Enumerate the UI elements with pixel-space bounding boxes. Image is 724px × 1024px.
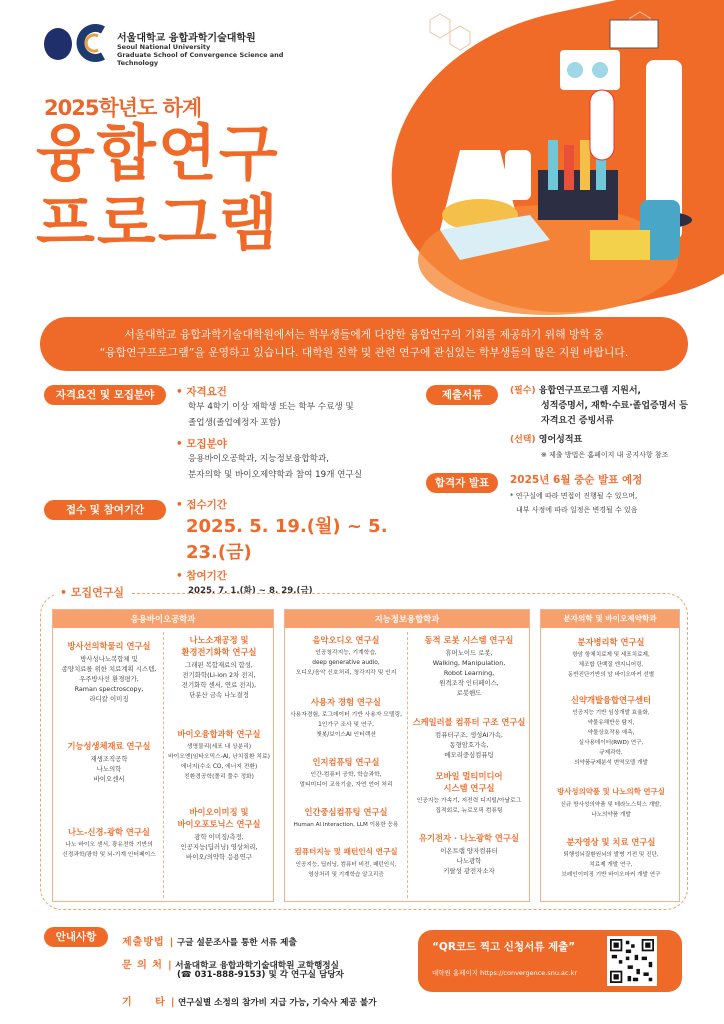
snu-emblem-logo — [44, 28, 72, 60]
program-title-line1: 융합연구 — [36, 118, 280, 189]
lab-name: 인간중심컴퓨팅 연구실 — [304, 807, 388, 817]
homepage-link[interactable]: https://convergence.snu.ac.kr — [480, 969, 578, 977]
bullet-icon: • — [176, 570, 187, 582]
announcement-note1: * 연구실에 따라 면접이 진행될 수 있으며, — [510, 492, 638, 500]
participate-dates: 2025. 7. 1.(화) ~ 8. 29.(금) — [188, 586, 313, 596]
contact-value2: (☎ 031-888-9153) 및 각 연구실 담당자 — [177, 970, 344, 980]
separator: | — [169, 937, 177, 948]
dept-column-intelligence — [284, 609, 530, 902]
lab-desc-line: 나노 바이오 센서, 광유전학 기반의 — [65, 842, 153, 848]
lab-desc-line: 휴머노이드 로봇, — [445, 649, 493, 657]
lab-name: 컴퓨터지능 및 패턴인식 연구실 — [294, 847, 398, 856]
qr-text: “QR코드 찍고 신청서류 제출” — [432, 941, 576, 953]
required-item2: 성적증명서, 재학·수료·졸업증명서 등 — [541, 401, 688, 411]
lab-name: 기능성생체재료 연구실 — [67, 741, 151, 751]
lab-name: 사용자 경험 연구실 — [311, 697, 381, 707]
fields-heading-text: 모집분야 — [186, 438, 227, 450]
lab-desc-line: 인간-컴퓨터 공학, 학습과학, — [310, 772, 382, 778]
lab-desc — [287, 648, 405, 678]
lab-desc-line: 바이오엔(임타오믹스-AI, 난치질환 치료) — [168, 754, 270, 760]
lab-desc-line: 브레인이미징 기반 바이오마커 개발 연구 — [561, 872, 661, 878]
lab-item — [409, 634, 529, 698]
lab-desc-line: 오디오/음악 신호처리, 청각지각 및 인지 — [295, 670, 397, 676]
lab-desc-line: Human AI Interaction, LLM 이용한 응용 — [293, 822, 399, 828]
lab-item — [409, 716, 529, 760]
lab-desc-line: 집적회로, 뉴로모픽 컴퓨팅 — [435, 808, 503, 814]
lab-desc-line: 그래핀 복합재료의 합성, — [185, 661, 253, 669]
period-pill: 접수 및 참여기간 — [44, 500, 166, 520]
submission-pill: 제출서류 — [426, 385, 498, 405]
lab-item — [543, 636, 679, 680]
lab-item — [409, 770, 529, 816]
method-row — [122, 930, 297, 949]
notice-pill: 안내사항 — [44, 927, 108, 947]
program-year: 2025학년도 하계 — [44, 96, 202, 120]
lab-item — [57, 640, 161, 704]
lab-desc-line: 라디칼 이미징 — [89, 695, 129, 703]
contact-label: 문 의 처 — [122, 960, 163, 971]
lab-equipment-illustration — [410, 0, 724, 300]
lab-name: 동적 로봇 시스템 연구실 — [424, 635, 514, 645]
method-label: 제출방법 — [122, 937, 165, 948]
announcement-section — [510, 472, 700, 517]
qualification-text2: 졸업생(졸업예정자 포함) — [188, 418, 281, 428]
lab-name: 음악오디오 연구실 — [312, 635, 380, 645]
lab-desc-line: 의약품규제분석 변역모델 개발 — [574, 760, 648, 766]
lab-desc-line: 에너지(수소 CO, 에너지 전환) — [180, 764, 258, 770]
bullet-icon: • — [176, 499, 187, 511]
fields-text1: 응용바이오공학과, 지능정보융합학과, — [188, 454, 330, 464]
qualification-heading-text: 자격요건 — [186, 386, 227, 398]
lab-desc-line: 이온트랩 양자컴퓨터 — [440, 847, 498, 855]
lab-name: 유기전자 · 나노광학 연구실 — [419, 833, 519, 843]
submission-section — [510, 384, 690, 462]
lab-desc — [409, 648, 529, 698]
lab-desc-line: 체조합 단백질 엔지니어링, — [578, 662, 644, 668]
lab-item — [409, 832, 529, 876]
lab-desc-line: 인공지능, 딥러닝, 컴퓨터 비전, 패턴인식, — [295, 862, 397, 868]
lab-desc-line: 영상처리 및 기계학습 알고리즘 — [308, 872, 384, 878]
etc-label: 기 타 — [122, 997, 166, 1008]
lab-desc-line: 규제과학, — [599, 750, 623, 756]
intro-line1: 서울대학교 융합과학기술대학원에서는 학부생들에게 다양한 융합연구의 기회를 제공하기 위해 방학 중 — [124, 328, 604, 341]
required-item1: 융합연구프로그램 지원서, — [538, 386, 641, 396]
intro-banner — [40, 317, 688, 371]
lab-desc-line: 신경과학/광학 및 뇌-기계 인터페이스 — [62, 852, 156, 858]
labs-title-text: 모집연구실 — [70, 586, 125, 599]
lab-item — [165, 728, 273, 782]
lab-name: 스케일러블 컴퓨터 구조 연구실 — [412, 717, 526, 727]
lab-desc-line: 컴퓨터구조, 생성AI가속, — [435, 731, 503, 739]
lab-desc — [165, 742, 273, 782]
university-name-en-2: Graduate School of Convergence Science and Technology — [117, 51, 284, 67]
method-value: 구글 설문조사를 통한 서류 제출 — [176, 938, 297, 948]
lab-desc-line: 항암 항체치료제 및 세포치료제, — [572, 652, 650, 658]
lab-name: 분자병리학 연구실 — [577, 637, 645, 647]
lab-desc-line: Robot Learning, — [443, 669, 495, 677]
lab-desc — [57, 654, 161, 704]
university-name-kr: 서울대학교 융합과학기술대학원 — [117, 33, 256, 44]
lab-item — [287, 634, 405, 678]
required-item3: 자격요건 증빙서류 — [541, 416, 614, 426]
dept-header: 응용바이오공학과 — [53, 610, 273, 628]
lab-desc — [165, 832, 273, 862]
lab-desc-line: 1인가구 조사 및 연구, — [318, 722, 374, 728]
lab-desc — [165, 660, 273, 700]
contact-value1: 서울대학교 융합과학기술대학원 교학행정실 — [175, 961, 339, 971]
lab-desc-line: 단분산 금속 나노결정 — [189, 691, 249, 699]
lab-desc — [57, 840, 161, 860]
lab-desc — [287, 820, 405, 830]
lab-item — [287, 846, 405, 880]
lab-name: 나노-신경-광학 연구실 — [68, 827, 150, 837]
lab-desc-line: 방사성나노복합체 및 — [80, 655, 138, 663]
lab-desc-line: deep generative audio, — [312, 660, 380, 666]
lab-desc — [287, 710, 405, 740]
lab-desc — [409, 846, 529, 876]
lab-desc-line: 바이오/의약학 응용연구 — [186, 853, 252, 861]
lab-desc-line: 인공지능 기반 임상개발 효율화, — [572, 710, 650, 716]
homepage-label: 대학원 홈페이지 — [432, 969, 479, 977]
lab-desc-line: 메모리중심컴퓨팅 — [444, 751, 494, 759]
lab-desc-line: 멀티미디어 교육기술, 자연 언어 처리 — [299, 782, 393, 788]
required-tag: (필수) — [510, 386, 536, 396]
lab-desc-line: 키랄성 광전자소자 — [443, 867, 495, 875]
fields-text2: 분자의학 및 바이오제약학과 참여 19개 연구실 — [188, 470, 363, 480]
lab-name-2: 환경전기화학 연구실 — [181, 647, 257, 657]
bullet-icon: • — [60, 586, 71, 599]
apply-dates: 2025. 5. 19.(월) ~ 5. 23.(금) — [186, 516, 388, 563]
lab-desc-line: 원격조작 인터페이스, — [439, 679, 499, 687]
lab-desc-line: 약물유해반응 탐지, — [587, 720, 635, 726]
lab-desc-line: 재생조직공학 — [90, 755, 128, 763]
gscst-logo — [76, 24, 110, 62]
lab-desc-line: 동반진단기반의 암 바이오마커 선별 — [567, 672, 655, 678]
lab-item — [287, 756, 405, 790]
lab-desc-line: 전기화학 센서, 연료 전지), — [181, 681, 257, 689]
lab-desc-line: 인공청각지능, 기계학습, — [315, 650, 377, 656]
lab-desc-line: 종양치료를 위한 치료계획 시스템, — [61, 665, 157, 673]
lab-item — [543, 836, 679, 880]
period-section — [176, 497, 416, 599]
qualification-text1: 학부 4학기 이상 재학생 또는 학부 수료생 및 — [188, 402, 354, 412]
bullet-icon: • — [176, 438, 187, 450]
lab-name: 방사선의학물리 연구실 — [67, 641, 151, 651]
lab-desc-line: 퇴행성뇌질환원뇌의 발병 기전 및 진단, — [563, 852, 659, 858]
lab-desc-line: 친환경공학(폴리 풀수 정화) — [184, 774, 254, 780]
lab-desc-line: 바이오센서 — [93, 775, 125, 783]
lab-item — [165, 806, 273, 862]
lab-desc-line: 생명물리(세포 내 상분리) — [186, 744, 252, 750]
fields-heading — [176, 436, 406, 451]
lab-name: 바이오융합과학 연구실 — [177, 729, 261, 739]
lab-item — [57, 740, 161, 784]
university-name-en-1: Seoul National University — [117, 43, 211, 51]
lab-name: 모바일 멀티미디어 — [435, 771, 503, 781]
lab-desc — [409, 796, 529, 816]
lab-name: 인지컴퓨팅 연구실 — [312, 757, 380, 767]
lab-item — [165, 634, 273, 700]
lab-item — [543, 786, 679, 820]
lab-desc-line: 로봇핸드 — [456, 689, 482, 697]
separator: | — [170, 997, 178, 1008]
lab-item — [287, 806, 405, 830]
submission-optional — [510, 433, 690, 448]
apply-heading-text: 접수기간 — [186, 499, 227, 511]
optional-note: ※ 제출 방법은 홈페이지 내 공지사항 참조 — [541, 451, 669, 459]
announcement-date: 2025년 6월 중순 발표 예정 — [510, 474, 643, 486]
submission-required — [510, 384, 690, 399]
lab-desc — [543, 708, 679, 768]
dept-header: 지능정보융합학과 — [285, 610, 529, 628]
lab-item — [57, 826, 161, 860]
optional-item: 영어성적표 — [538, 435, 583, 445]
lab-name: 분자영상 및 치료 연구실 — [566, 837, 656, 847]
etc-value: 연구실별 소정의 참가비 지급 가능, 기숙사 제공 불가 — [177, 998, 377, 1008]
etc-row — [122, 990, 377, 1009]
apply-heading — [176, 497, 416, 512]
lab-desc-line: 챗봇/보이스AI 인터랙션 — [316, 732, 376, 738]
lab-item — [287, 696, 405, 740]
lab-name-2: 시스템 연구실 — [443, 783, 495, 793]
lab-desc-line: 나노의약품 개발 — [591, 812, 631, 818]
qualification-heading — [176, 384, 406, 399]
lab-desc-line: 치료제 개발 연구, — [589, 862, 633, 868]
lab-desc — [543, 650, 679, 680]
lab-desc-line: 인공지능 가속기, 저전력 디지털/아날로그 — [416, 798, 522, 804]
lab-desc-line: Raman spectroscopy, — [74, 685, 144, 693]
lab-desc-line: 인공지능(딥러닝) 영상처리, — [180, 843, 258, 851]
participate-heading — [176, 568, 416, 583]
lab-desc-line: 동형암호가속, — [449, 741, 489, 749]
column-divider — [163, 632, 164, 898]
qr-code-icon[interactable] — [607, 936, 657, 986]
announcement-note2: 내부 사정에 따라 일정은 변경될 수 있음 — [516, 506, 638, 514]
lab-desc — [409, 730, 529, 760]
lab-name: 바이오이미징 및 — [189, 807, 249, 817]
lab-desc — [543, 800, 679, 820]
optional-tag: (선택) — [510, 435, 536, 445]
lab-desc — [287, 860, 405, 880]
qualification-section — [176, 384, 406, 483]
lab-desc-line: Walking, Manipulation, — [432, 659, 506, 667]
dept-column-molecular — [540, 609, 680, 902]
lab-desc — [543, 850, 679, 880]
participate-heading-text: 참여기간 — [186, 570, 227, 582]
lab-desc-line: 신규 방사성의약품 및 테라노스틱스 개발, — [560, 802, 662, 808]
qualification-pill: 자격요건 및 모집분야 — [44, 385, 166, 405]
separator: | — [168, 960, 176, 971]
lab-desc — [287, 770, 405, 790]
lab-desc — [57, 754, 161, 784]
lab-desc-line: 약물상호작용 예측, — [587, 730, 635, 736]
column-divider — [407, 632, 408, 898]
lab-desc-line: 광학 이미징/측정, — [194, 833, 244, 841]
lab-name: 신약개발융합연구센터 — [570, 695, 652, 705]
program-title-line2: 프로그램 — [36, 188, 280, 259]
lab-name-2: 바이오포토닉스 연구실 — [177, 819, 261, 829]
bullet-icon: • — [176, 386, 187, 398]
dept-header: 분자의학 및 바이오제약학과 — [541, 610, 679, 628]
lab-desc-line: 사용자경험, 로그데이터 기반 사용자 모델링, — [290, 712, 402, 718]
lab-name: 나노소재공정 및 — [189, 635, 249, 645]
intro-line2: “융합연구프로그램”을 운영하고 있습니다. 대학원 진학 및 관련 연구에 관심있는 학부생들의 많은 지원 바랍니다. — [99, 346, 629, 359]
labs-title — [54, 584, 130, 600]
lab-desc-line: 우주방사선 환경평가, — [79, 675, 139, 683]
lab-item — [543, 694, 679, 768]
lab-desc-line: 실사용데이터(RWD) 연구, — [578, 740, 644, 746]
lab-name: 방사성의약품 및 나노의학 연구실 — [557, 787, 665, 796]
lab-desc-line: 전기화학(Li-ion 2차 전지, — [182, 671, 256, 679]
announcement-pill: 합격자 발표 — [426, 473, 498, 493]
lab-desc-line: 나노광학 — [456, 857, 482, 865]
homepage-row — [432, 968, 577, 977]
university-name-en — [117, 43, 317, 67]
lab-desc-line: 나노의학 — [96, 765, 122, 773]
dept-column-applied-bio — [52, 609, 274, 902]
